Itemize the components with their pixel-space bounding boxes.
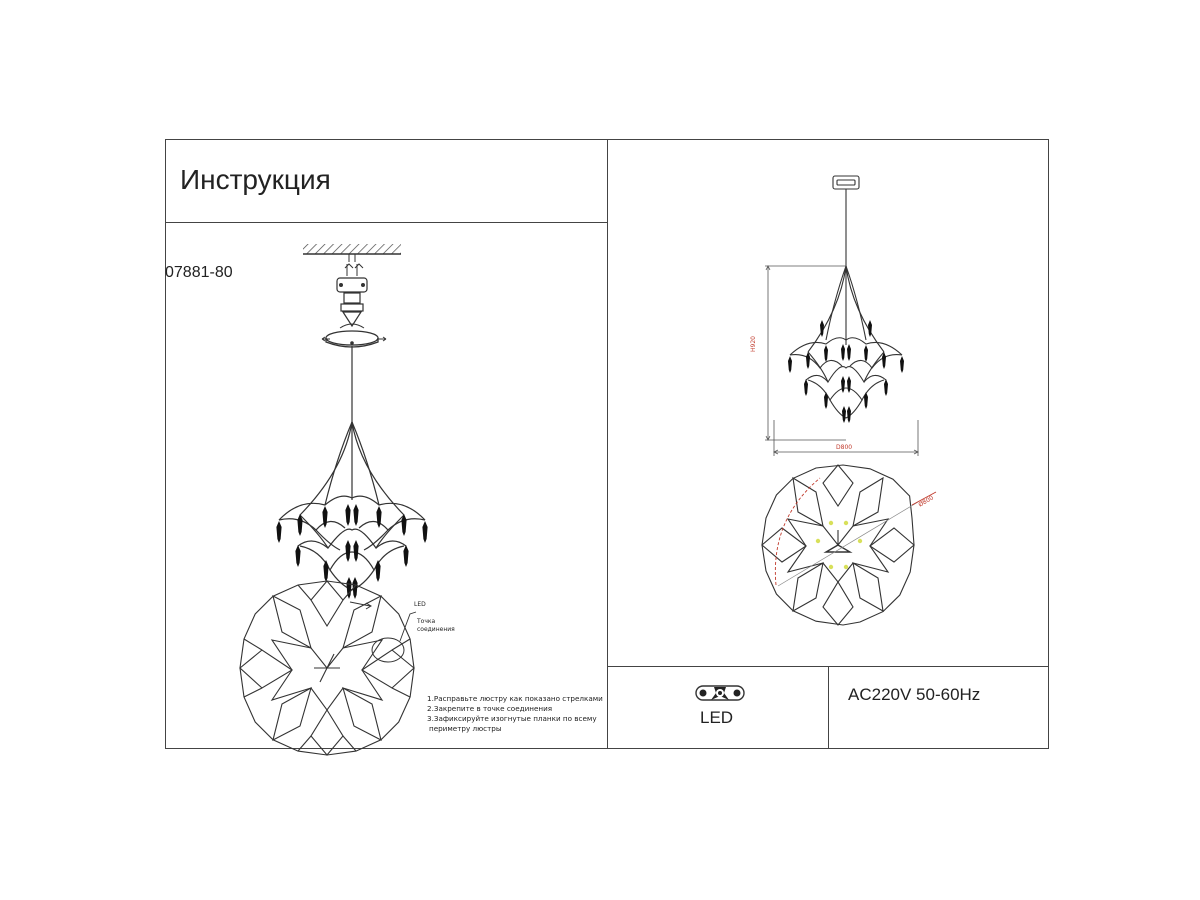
plan-view-right: [762, 465, 914, 625]
callout-joint-label-2: соединения: [417, 626, 455, 633]
model-number: 07881-80: [165, 264, 233, 281]
step-2: 2.Закрепите в точке соединения: [427, 704, 553, 713]
step-3: 3.Зафиксируйте изогнутые планки по всему: [427, 714, 597, 723]
plan-view-left: [240, 581, 416, 755]
plan-diameter-dimension: [775, 478, 936, 586]
height-dimension-label: H920: [750, 336, 757, 352]
callout-joint-label-1: Точка: [417, 618, 436, 625]
ceiling-mount-drawing: [303, 244, 401, 422]
page-title: Инструкция: [180, 164, 331, 195]
chandelier-side-view-left: [279, 422, 425, 590]
diameter-dimension-label: D800: [836, 444, 853, 451]
led-bulb-icon: [696, 686, 744, 700]
dimension-lines: [765, 266, 918, 456]
step-3-continued: периметру люстры: [429, 724, 502, 733]
footer-voltage: AC220V 50-60Hz: [848, 685, 981, 704]
plan-diameter-label: Ø800: [917, 494, 935, 509]
footer-lamp-type: LED: [700, 708, 734, 727]
step-1: 1.Расправьте люстру как показано стрелками: [427, 694, 603, 703]
callout-led-label: LED: [414, 601, 426, 608]
